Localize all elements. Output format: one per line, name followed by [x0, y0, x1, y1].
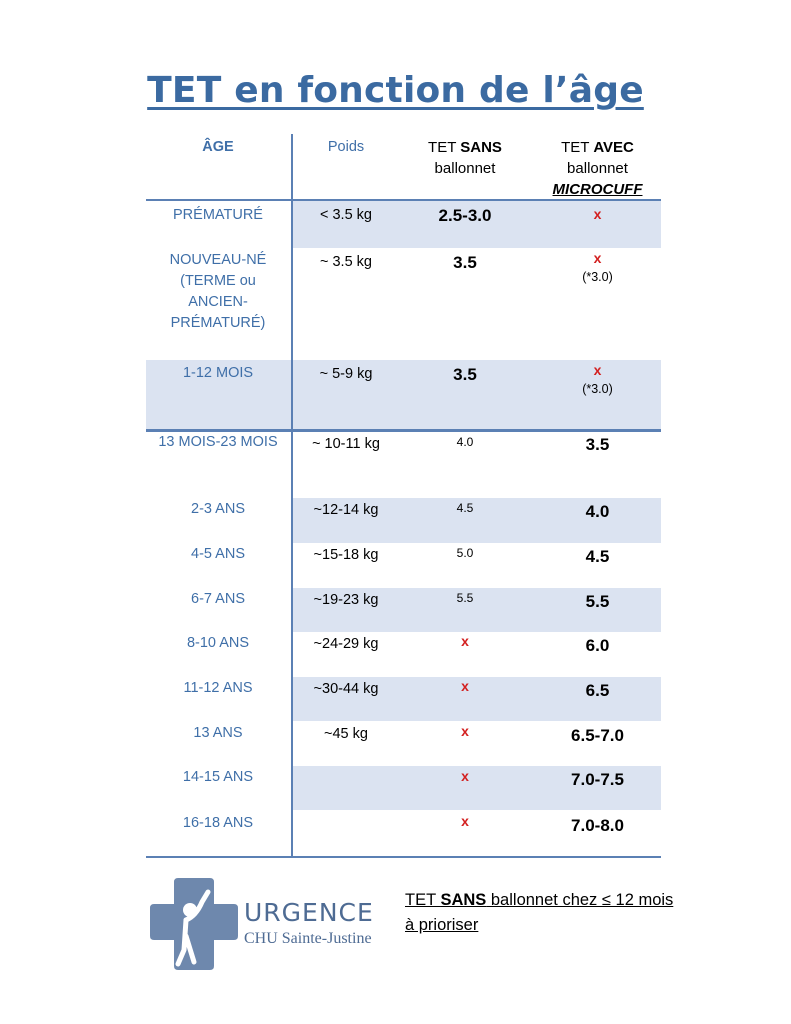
column-divider	[291, 134, 293, 858]
header-tet-avec-suffix: ballonnet	[567, 160, 628, 177]
weight-cell: ~12-14 kg	[313, 502, 379, 518]
tet-avec-cell: x	[593, 206, 602, 222]
age-cell: 8-10 ANS	[186, 635, 250, 651]
tet-sans-cell: 5.0	[456, 546, 474, 560]
tet-sans-cell: 2.5-3.0	[438, 206, 492, 225]
tet-avec-cell: 4.5	[585, 547, 610, 566]
header-tet-sans-suffix: ballonnet	[434, 160, 496, 177]
age-line: PRÉMATURÉ)	[170, 315, 266, 331]
age-cell: 13 ANS	[193, 725, 243, 741]
footnote-prefix: TET	[405, 891, 441, 909]
header-tet-avec-bold: AVEC	[593, 139, 634, 156]
tet-sans-cell: x	[461, 768, 469, 784]
footnote-suffix: ballonnet chez ≤ 12 mois à prioriser	[405, 891, 674, 934]
age-cell: 1-12 MOIS	[182, 365, 254, 381]
weight-cell: ~24-29 kg	[313, 636, 379, 652]
tet-avec-cell: 6.5-7.0	[571, 726, 624, 745]
age-line: NOUVEAU-NÉ	[169, 252, 267, 268]
age-line: ANCIEN-	[188, 294, 248, 310]
age-cell: 2-3 ANS	[191, 501, 245, 517]
tet-sans-cell: x	[461, 813, 469, 829]
weight-cell: ~ 10-11 kg	[312, 436, 380, 452]
weight-cell: < 3.5 kg	[320, 207, 372, 223]
header-tet-sans-prefix: TET	[428, 139, 461, 156]
header-tet-sans	[405, 137, 525, 179]
age-cell: 4-5 ANS	[191, 546, 245, 562]
tet-avec-cell: 3.5	[585, 435, 610, 454]
age-cell: 13 MOIS-23 MOIS	[158, 434, 278, 450]
age-cell: 14-15 ANS	[182, 769, 254, 785]
tet-avec-cell: 4.0	[585, 502, 610, 521]
tet-avec-cell: x	[593, 250, 602, 266]
tet-avec-note: (*3.0)	[582, 270, 613, 284]
weight-cell: ~15-18 kg	[313, 547, 379, 563]
header-tet-avec	[535, 137, 660, 200]
age-line: (TERME ou	[180, 273, 256, 289]
tet-avec-cell: 6.0	[585, 636, 610, 655]
age-cell: PRÉMATURÉ	[173, 207, 263, 223]
tet-avec-cell: 7.0-7.5	[571, 770, 624, 789]
weight-cell: ~ 5-9 kg	[319, 366, 373, 382]
weight-cell: ~30-44 kg	[313, 681, 379, 697]
tet-sans-cell: 4.5	[456, 501, 474, 515]
header-tet-sans-bold: SANS	[460, 139, 502, 156]
header-microcuff: MICROCUFF	[552, 181, 643, 198]
age-cell	[148, 250, 288, 334]
age-cell: 16-18 ANS	[182, 815, 254, 831]
tet-sans-cell: x	[461, 723, 469, 739]
tet-sans-cell: 5.5	[456, 591, 474, 605]
logo-title: URGENCE	[244, 898, 374, 927]
footnote-bold: SANS	[440, 891, 487, 909]
tet-sans-cell: x	[461, 678, 469, 694]
weight-cell: ~19-23 kg	[313, 592, 379, 608]
tet-sans-cell: x	[461, 633, 469, 649]
hospital-cross-logo-icon	[148, 872, 240, 972]
tet-avec-cell: 7.0-8.0	[571, 816, 624, 835]
age-cell: 6-7 ANS	[191, 591, 245, 607]
tet-sans-cell: 4.0	[456, 435, 474, 449]
tet-avec-cell: 6.5	[585, 681, 610, 700]
logo-subtitle: CHU Sainte-Justine	[244, 930, 372, 947]
page-title: TET en fonction de l’âge	[147, 70, 644, 111]
tet-sans-cell: 3.5	[453, 365, 477, 384]
weight-cell: ~ 3.5 kg	[320, 254, 372, 270]
tet-sans-cell: 3.5	[453, 253, 477, 272]
tet-avec-cell: x	[593, 362, 602, 378]
weight-cell: ~45 kg	[324, 726, 368, 742]
tet-avec-cell: 5.5	[585, 592, 610, 611]
header-weight: Poids	[327, 139, 365, 155]
table-bottom-line	[146, 856, 661, 858]
age-cell: 11-12 ANS	[183, 680, 253, 696]
priority-footnote	[405, 888, 675, 938]
header-tet-avec-prefix: TET	[561, 139, 594, 156]
tet-avec-note: (*3.0)	[582, 382, 613, 396]
header-age: ÂGE	[202, 139, 234, 155]
